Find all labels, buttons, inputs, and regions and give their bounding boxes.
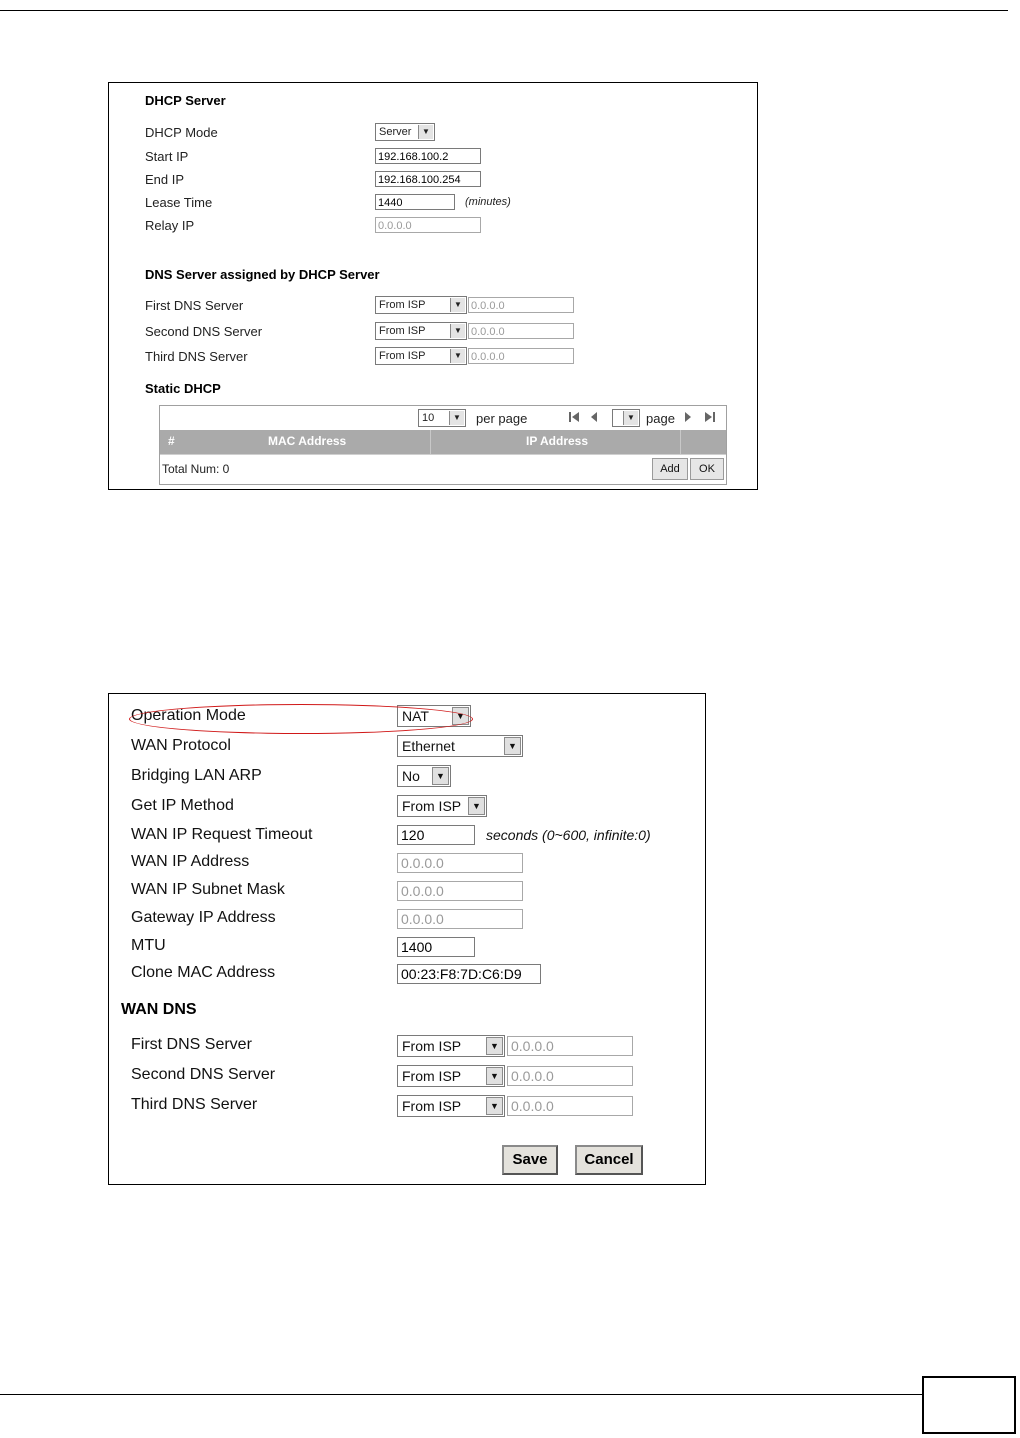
clone-mac-input[interactable]: 00:23:F8:7D:C6:D9 bbox=[397, 964, 541, 984]
chevron-down-icon: ▼ bbox=[486, 1067, 503, 1085]
get-ip-method-select[interactable] bbox=[397, 795, 487, 817]
dhcp-third-dns-select[interactable] bbox=[375, 347, 467, 365]
first-page-icon[interactable] bbox=[568, 412, 580, 422]
wan-third-dns-ip[interactable]: 0.0.0.0 bbox=[507, 1096, 633, 1116]
dhcp-third-dns-ip[interactable]: 0.0.0.0 bbox=[468, 348, 574, 364]
chevron-down-icon: ▼ bbox=[486, 1037, 503, 1055]
dhcp-first-dns-label: First DNS Server bbox=[145, 298, 244, 313]
wan-protocol-select[interactable] bbox=[397, 735, 523, 757]
end-ip-label: End IP bbox=[145, 172, 185, 187]
footer-rule bbox=[0, 1394, 922, 1395]
chevron-down-icon: ▼ bbox=[452, 707, 469, 725]
wan-third-dns-mode: From ISP bbox=[402, 1098, 462, 1114]
last-page-icon[interactable] bbox=[704, 412, 716, 422]
wan-second-dns-mode: From ISP bbox=[402, 1068, 462, 1084]
chevron-down-icon: ▼ bbox=[449, 411, 464, 425]
column-ip-address: IP Address bbox=[526, 434, 589, 448]
wan-dns-heading: WAN DNS bbox=[121, 1001, 197, 1018]
operation-mode-label: Operation Mode bbox=[131, 707, 246, 724]
wan-third-dns-label: Third DNS Server bbox=[131, 1096, 258, 1113]
wan-third-dns-select[interactable] bbox=[397, 1095, 505, 1117]
chevron-down-icon: ▼ bbox=[468, 797, 485, 815]
wan-second-dns-ip[interactable]: 0.0.0.0 bbox=[507, 1066, 633, 1086]
bridging-lan-arp-value: No bbox=[402, 768, 420, 784]
wan-first-dns-select[interactable] bbox=[397, 1035, 505, 1057]
column-mac-address: MAC Address bbox=[268, 434, 347, 448]
dhcp-third-dns-mode: From ISP bbox=[379, 350, 426, 362]
dhcp-second-dns-label: Second DNS Server bbox=[145, 324, 263, 339]
dhcp-first-dns-mode: From ISP bbox=[379, 299, 426, 311]
dhcp-server-heading: DHCP Server bbox=[145, 93, 226, 108]
end-ip-input[interactable]: 192.168.100.254 bbox=[375, 171, 481, 187]
gateway-ip-input[interactable]: 0.0.0.0 bbox=[397, 909, 523, 929]
wan-subnet-mask-input[interactable]: 0.0.0.0 bbox=[397, 881, 523, 901]
per-page-value: 10 bbox=[422, 412, 435, 424]
total-count: Total Num: 0 bbox=[162, 462, 230, 476]
ok-button[interactable]: OK bbox=[690, 458, 724, 480]
dhcp-third-dns-label: Third DNS Server bbox=[145, 349, 248, 364]
save-button[interactable]: Save bbox=[502, 1145, 558, 1175]
per-page-select[interactable] bbox=[418, 409, 466, 427]
dns-assigned-heading: DNS Server assigned by DHCP Server bbox=[145, 267, 380, 282]
next-page-icon[interactable] bbox=[684, 412, 692, 422]
lease-time-unit: (minutes) bbox=[465, 196, 511, 208]
dhcp-mode-select[interactable] bbox=[375, 123, 435, 141]
per-page-label: per page bbox=[476, 411, 528, 426]
operation-mode-select[interactable] bbox=[397, 705, 471, 727]
get-ip-method-value: From ISP bbox=[402, 798, 462, 814]
static-dhcp-table-header bbox=[160, 430, 726, 454]
chevron-down-icon: ▼ bbox=[450, 324, 465, 338]
static-dhcp-heading: Static DHCP bbox=[145, 381, 221, 396]
page-label: page bbox=[646, 411, 675, 426]
wan-second-dns-label: Second DNS Server bbox=[131, 1066, 276, 1083]
lease-time-input[interactable]: 1440 bbox=[375, 194, 455, 210]
wan-protocol-value: Ethernet bbox=[402, 738, 455, 754]
request-timeout-unit: seconds (0~600, infinite:0) bbox=[486, 827, 651, 843]
dhcp-mode-label: DHCP Mode bbox=[145, 125, 218, 140]
static-dhcp-table-footer bbox=[160, 454, 726, 485]
static-dhcp-table bbox=[159, 405, 727, 485]
header-rule bbox=[0, 10, 1008, 11]
dhcp-second-dns-mode: From ISP bbox=[379, 325, 426, 337]
operation-mode-value: NAT bbox=[402, 708, 429, 724]
wan-subnet-mask-label: WAN IP Subnet Mask bbox=[131, 881, 285, 898]
chevron-down-icon: ▼ bbox=[450, 298, 465, 312]
bridging-lan-arp-label: Bridging LAN ARP bbox=[131, 767, 262, 784]
mtu-label: MTU bbox=[131, 937, 166, 954]
chevron-down-icon: ▼ bbox=[623, 411, 638, 425]
dhcp-mode-value: Server bbox=[379, 126, 412, 138]
gateway-ip-label: Gateway IP Address bbox=[131, 909, 276, 926]
get-ip-method-label: Get IP Method bbox=[131, 797, 234, 814]
start-ip-input[interactable]: 192.168.100.2 bbox=[375, 148, 481, 164]
column-number: # bbox=[168, 434, 175, 448]
mtu-input[interactable]: 1400 bbox=[397, 937, 475, 957]
wan-ip-address-label: WAN IP Address bbox=[131, 853, 250, 870]
request-timeout-label: WAN IP Request Timeout bbox=[131, 826, 313, 843]
chevron-down-icon: ▼ bbox=[450, 349, 465, 363]
chevron-down-icon: ▼ bbox=[418, 125, 433, 139]
column-divider bbox=[430, 430, 431, 454]
wan-second-dns-select[interactable] bbox=[397, 1065, 505, 1087]
dhcp-second-dns-ip[interactable]: 0.0.0.0 bbox=[468, 323, 574, 339]
wan-first-dns-label: First DNS Server bbox=[131, 1036, 252, 1053]
chevron-down-icon: ▼ bbox=[432, 767, 449, 785]
wan-settings-screenshot bbox=[108, 693, 706, 1185]
column-divider bbox=[680, 430, 681, 454]
wan-first-dns-mode: From ISP bbox=[402, 1038, 462, 1054]
request-timeout-input[interactable]: 120 bbox=[397, 825, 475, 845]
relay-ip-input[interactable]: 0.0.0.0 bbox=[375, 217, 481, 233]
bridging-lan-arp-select[interactable] bbox=[397, 765, 451, 787]
prev-page-icon[interactable] bbox=[590, 412, 598, 422]
cancel-button[interactable]: Cancel bbox=[575, 1145, 643, 1175]
clone-mac-label: Clone MAC Address bbox=[131, 964, 276, 981]
page-number-box bbox=[922, 1376, 1016, 1434]
dhcp-first-dns-select[interactable] bbox=[375, 296, 467, 314]
page-select[interactable] bbox=[612, 409, 640, 427]
wan-protocol-label: WAN Protocol bbox=[131, 737, 231, 754]
chevron-down-icon: ▼ bbox=[504, 737, 521, 755]
dhcp-server-screenshot bbox=[108, 82, 758, 490]
dhcp-second-dns-select[interactable] bbox=[375, 322, 467, 340]
start-ip-label: Start IP bbox=[145, 149, 189, 164]
dhcp-first-dns-ip[interactable]: 0.0.0.0 bbox=[468, 297, 574, 313]
chevron-down-icon: ▼ bbox=[486, 1097, 503, 1115]
add-button[interactable]: Add bbox=[652, 458, 688, 480]
relay-ip-label: Relay IP bbox=[145, 218, 195, 233]
lease-time-label: Lease Time bbox=[145, 195, 213, 210]
wan-first-dns-ip[interactable]: 0.0.0.0 bbox=[507, 1036, 633, 1056]
wan-ip-address-input[interactable]: 0.0.0.0 bbox=[397, 853, 523, 873]
